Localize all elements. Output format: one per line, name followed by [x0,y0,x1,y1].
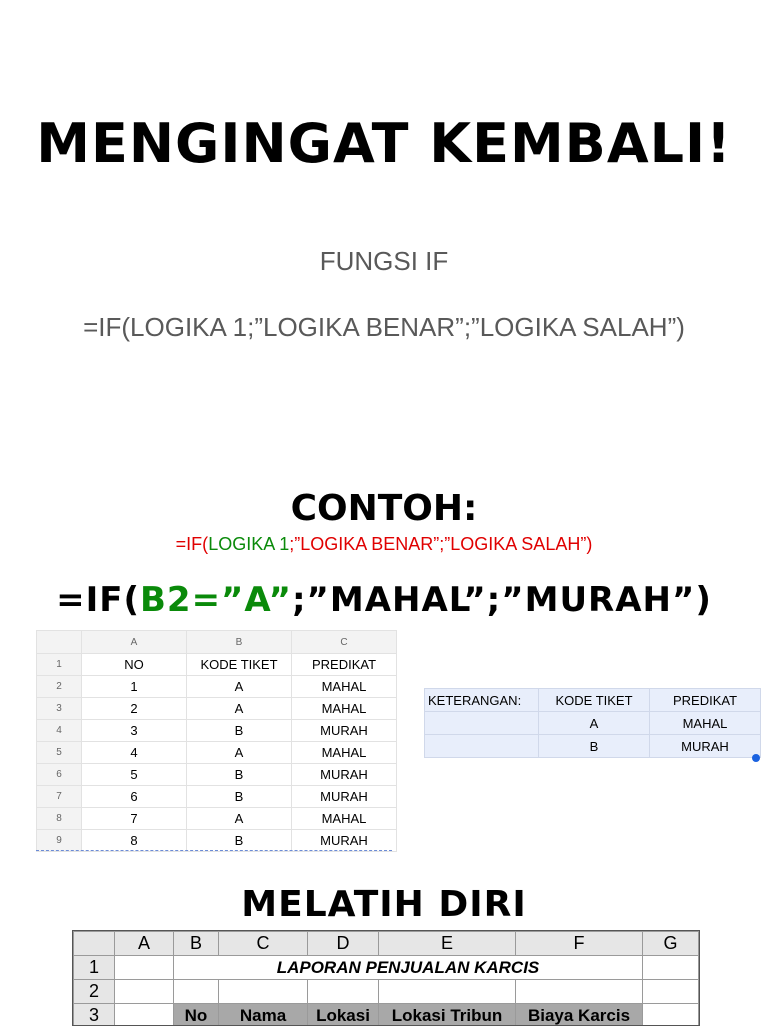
cell[interactable]: KODE TIKET [539,689,650,712]
table-row [425,712,761,735]
row-number[interactable]: 6 [37,764,82,786]
cell[interactable]: 5 [82,764,187,786]
formula-rest: ;”LOGIKA BENAR”;”LOGIKA SALAH”) [289,534,592,554]
cell[interactable]: MURAH [292,720,397,742]
cell[interactable]: A [539,712,650,735]
row-number[interactable]: 8 [37,808,82,830]
cell[interactable]: MAHAL [292,676,397,698]
subtitle: FUNGSI IF [0,246,768,277]
cell[interactable]: MAHAL [650,712,761,735]
row-number[interactable]: 3 [74,1004,115,1026]
column-header[interactable]: E [379,932,516,956]
column-header[interactable]: B [187,631,292,654]
cell[interactable] [516,980,643,1004]
row-number[interactable]: 3 [37,698,82,720]
cell[interactable]: B [187,786,292,808]
cell[interactable] [308,980,379,1004]
cell[interactable]: MAHAL [292,808,397,830]
formula-prefix: =IF( [176,534,209,554]
table-row [74,1004,699,1026]
cell[interactable]: B [187,830,292,852]
table-row [37,698,397,720]
column-header[interactable]: D [308,932,379,956]
cell[interactable]: A [187,742,292,764]
sheet-keterangan [424,688,761,758]
cell[interactable]: MURAH [292,786,397,808]
cell[interactable]: 7 [82,808,187,830]
row-number[interactable]: 1 [37,654,82,676]
cell[interactable] [174,980,219,1004]
column-header[interactable]: B [174,932,219,956]
header-cell[interactable]: No [174,1004,219,1026]
header-cell[interactable]: Nama [219,1004,308,1026]
cell[interactable]: MURAH [650,735,761,758]
example-rest: ;”MAHAL”;”MURAH”) [292,580,712,620]
cell[interactable]: B [539,735,650,758]
contoh-heading: CONTOH: [0,488,768,529]
cell[interactable]: KODE TIKET [187,654,292,676]
cell[interactable] [425,735,539,758]
table-row [74,956,699,980]
example-formula [0,580,768,620]
column-header[interactable]: G [643,932,699,956]
cell[interactable]: B [187,720,292,742]
sheet-example [36,630,397,852]
cropped-edge [36,853,396,863]
cell[interactable]: 1 [82,676,187,698]
corner-cell[interactable] [37,631,82,654]
row-number[interactable]: 2 [74,980,115,1004]
cell[interactable] [115,980,174,1004]
table-row [425,735,761,758]
cell[interactable]: 8 [82,830,187,852]
if-syntax: =IF(LOGIKA 1;”LOGIKA BENAR”;”LOGIKA SALAH”) [0,312,768,343]
header-cell[interactable]: Lokasi [308,1004,379,1026]
row-number[interactable]: 2 [37,676,82,698]
table-row [425,689,761,712]
column-header-row [74,932,699,956]
corner-cell[interactable] [74,932,115,956]
cell[interactable]: 2 [82,698,187,720]
table-row [37,676,397,698]
contoh-formula [0,534,768,555]
column-header[interactable]: F [516,932,643,956]
column-header[interactable]: A [82,631,187,654]
cell[interactable]: KETERANGAN: [425,689,539,712]
cell[interactable] [115,1004,174,1026]
table-row [74,980,699,1004]
table-row [37,742,397,764]
cell[interactable]: MAHAL [292,742,397,764]
table-row [37,786,397,808]
cell[interactable]: 3 [82,720,187,742]
header-cell[interactable]: Lokasi Tribun [379,1004,516,1026]
header-cell[interactable]: Biaya Karcis [516,1004,643,1026]
column-header[interactable]: C [292,631,397,654]
cell[interactable]: A [187,698,292,720]
cell[interactable]: MURAH [292,830,397,852]
cell[interactable]: A [187,676,292,698]
table-row [37,830,397,852]
report-title[interactable]: LAPORAN PENJUALAN KARCIS [174,956,643,980]
cell[interactable]: MURAH [292,764,397,786]
row-number[interactable]: 9 [37,830,82,852]
cell[interactable]: PREDIKAT [292,654,397,676]
row-number[interactable]: 7 [37,786,82,808]
cell[interactable]: 6 [82,786,187,808]
cell[interactable]: MAHAL [292,698,397,720]
cell[interactable] [219,980,308,1004]
cell[interactable] [643,956,699,980]
table-row [37,808,397,830]
cell[interactable] [643,980,699,1004]
column-header[interactable]: A [115,932,174,956]
cell[interactable]: B [187,764,292,786]
column-header-row [37,631,397,654]
table-row [37,720,397,742]
cell[interactable] [379,980,516,1004]
row-number[interactable]: 5 [37,742,82,764]
example-logic: B2=”A” [140,580,292,620]
cell[interactable]: NO [82,654,187,676]
selection-dashed-border [36,850,392,851]
cell[interactable]: PREDIKAT [650,689,761,712]
table-row [37,764,397,786]
fill-handle[interactable] [752,754,760,762]
cell[interactable]: 4 [82,742,187,764]
cell[interactable] [425,712,539,735]
table-row [37,654,397,676]
column-header[interactable]: C [219,932,308,956]
cell[interactable] [115,956,174,980]
melatih-heading: MELATIH DIRI [0,884,768,925]
sheet-latihan [72,930,700,1026]
cell[interactable] [643,1004,699,1026]
row-number[interactable]: 4 [37,720,82,742]
page-title: MENGINGAT KEMBALI! [0,112,768,175]
cell[interactable]: A [187,808,292,830]
formula-logic: LOGIKA 1 [208,534,289,554]
example-prefix: =IF( [56,580,140,620]
row-number[interactable]: 1 [74,956,115,980]
